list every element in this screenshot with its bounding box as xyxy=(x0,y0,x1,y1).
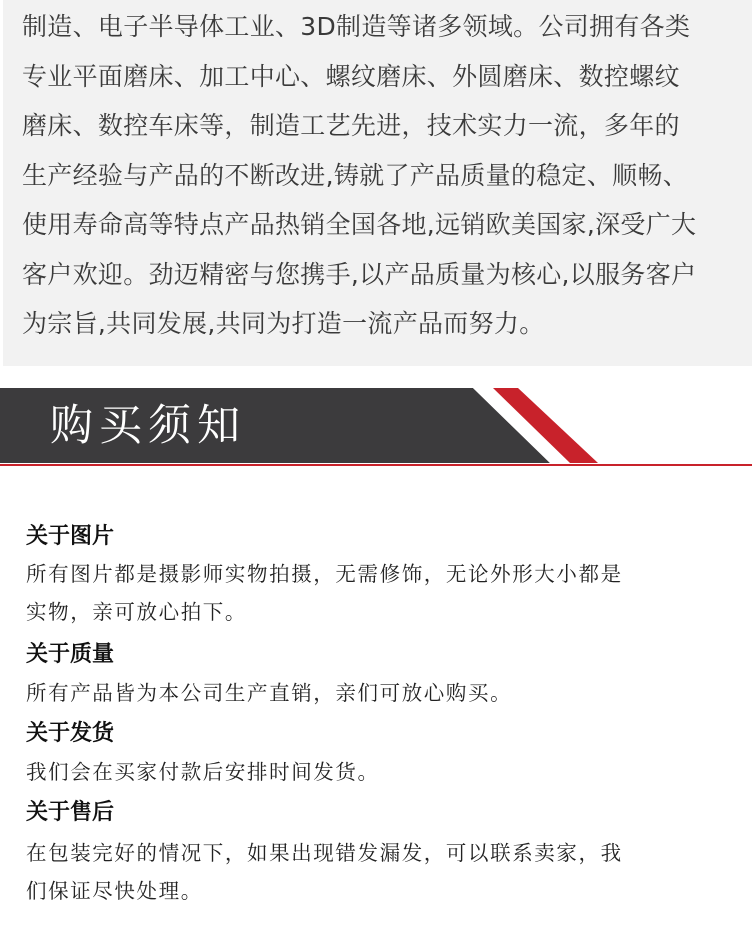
note-body-after-sales xyxy=(26,834,623,910)
note-heading-pictures: 关于图片 xyxy=(26,524,115,549)
banner-title: 购买须知 xyxy=(50,401,246,451)
note-line: 所有图片都是摄影师实物拍摄，无需修饰，无论外形大小都是 xyxy=(26,562,623,586)
intro-line: 使用寿命高等特点产品热销全国各地,远销欧美国家,深受广大 xyxy=(22,210,697,239)
company-intro-text xyxy=(22,2,742,349)
banner-underline xyxy=(0,464,752,466)
intro-line: 客户欢迎。劲迈精密与您携手,以产品质量为核心,以服务客户 xyxy=(22,259,697,289)
intro-line: 为宗旨,共同发展,共同为打造一流产品而努力。 xyxy=(22,309,545,338)
note-line: 实物，亲可放心拍下。 xyxy=(26,600,247,624)
note-heading-shipping: 关于发货 xyxy=(26,721,115,746)
note-line: 们保证尽快处理。 xyxy=(26,879,203,903)
note-body-pictures xyxy=(26,555,623,631)
note-body-quality xyxy=(26,674,512,712)
note-heading-after-sales: 关于售后 xyxy=(26,800,115,825)
note-line: 我们会在买家付款后安排时间发货。 xyxy=(26,760,380,784)
note-line: 所有产品皆为本公司生产直销，亲们可放心购买。 xyxy=(26,681,513,705)
intro-line: 专业平面磨床、加工中心、螺纹磨床、外圆磨床、数控螺纹 xyxy=(22,61,680,91)
purchase-notice-banner xyxy=(0,386,752,470)
note-body-shipping xyxy=(26,753,380,791)
intro-line: 生产经验与产品的不断改进,铸就了产品质量的稳定、顺畅、 xyxy=(22,160,689,190)
company-intro-panel xyxy=(3,0,752,366)
intro-line: 磨床、数控车床等，制造工艺先进，技术实力一流，多年的 xyxy=(22,111,680,140)
intro-line: 制造、电子半导体工业、3D制造等诸多领域。公司拥有各类 xyxy=(22,12,691,41)
note-line: 在包装完好的情况下，如果出现错发漏发，可以联系卖家，我 xyxy=(26,841,623,865)
note-heading-quality: 关于质量 xyxy=(26,642,115,667)
